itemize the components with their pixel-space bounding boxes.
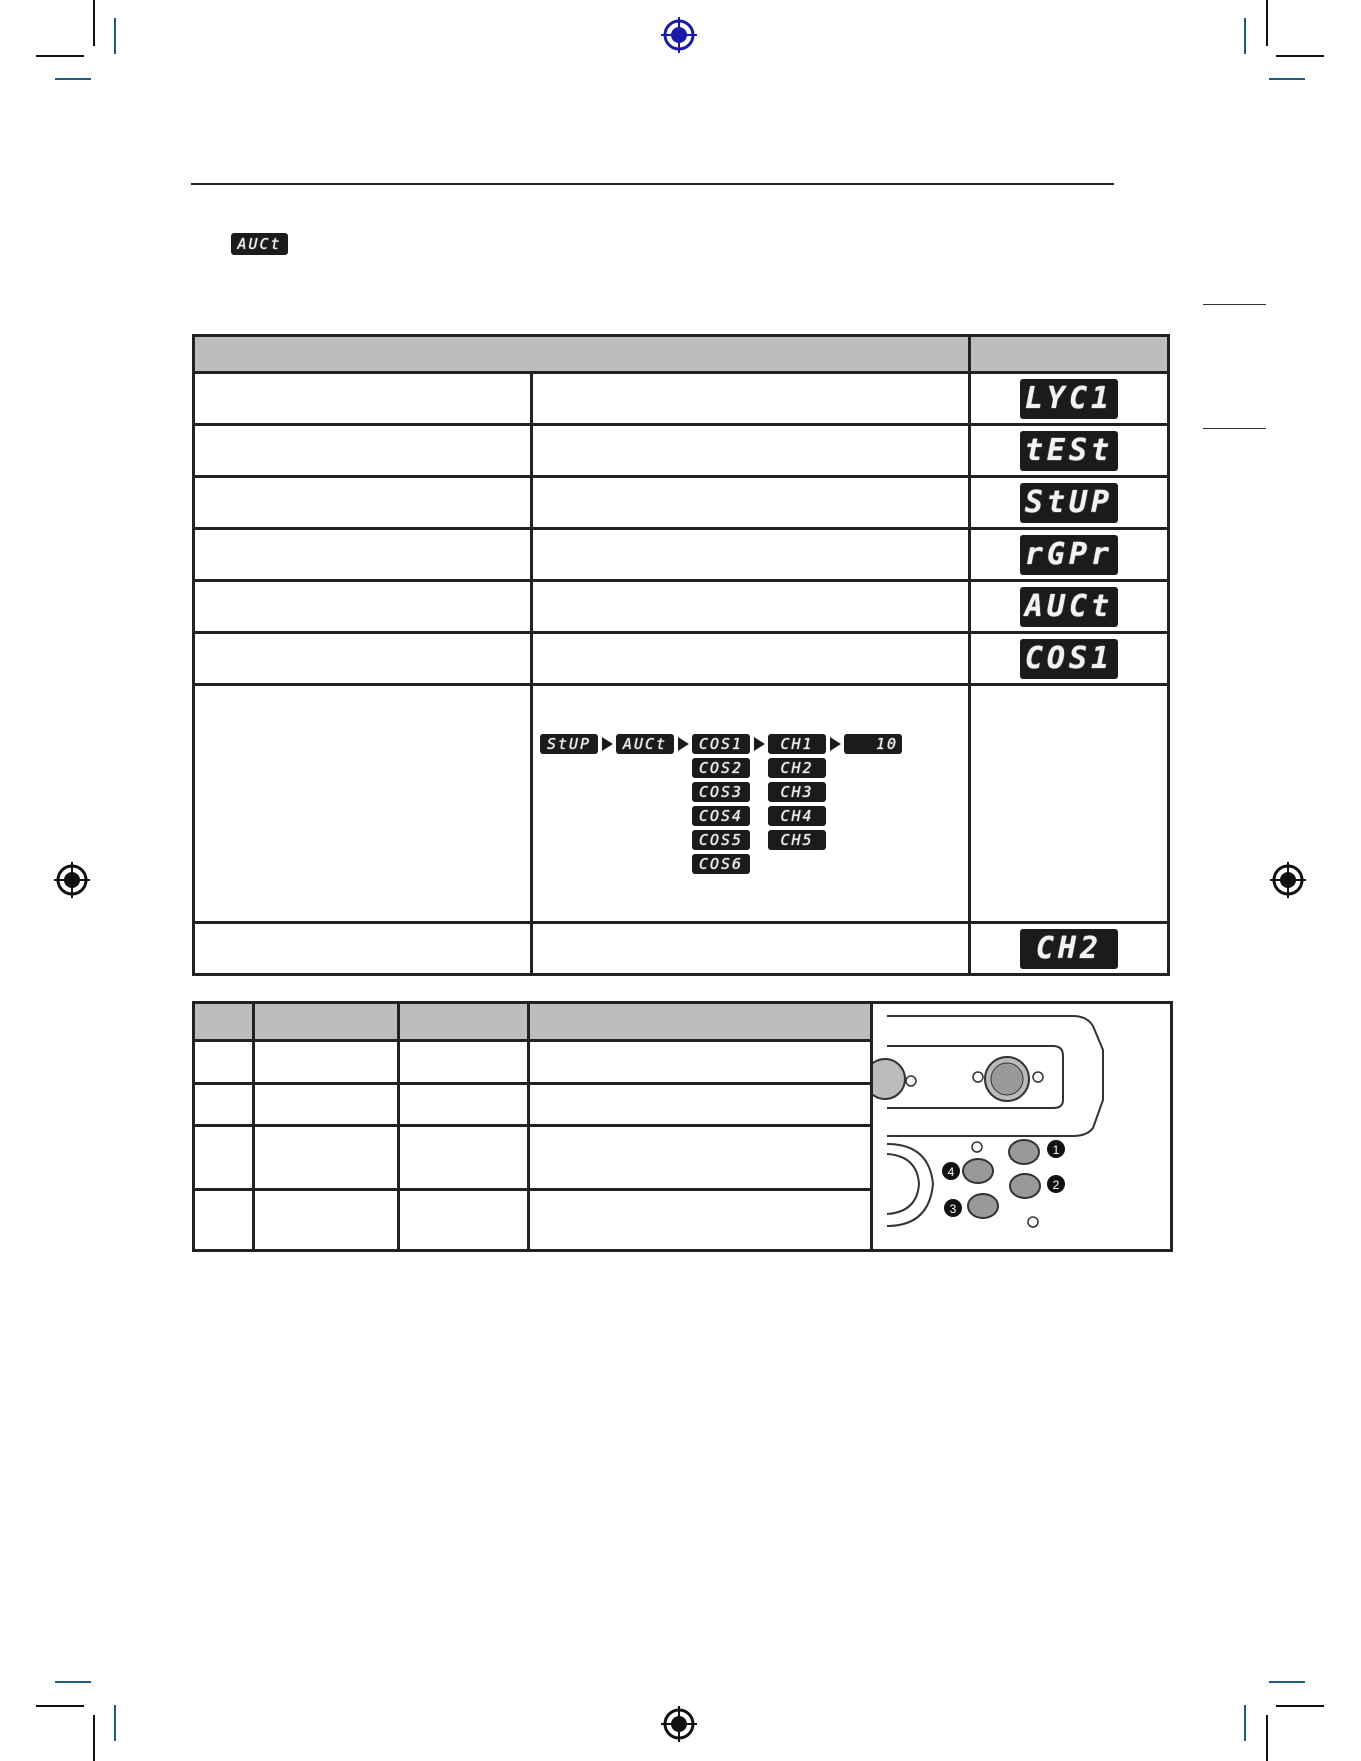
seq-cos-item: COS3	[692, 782, 750, 802]
led-display-ch2: CH2	[1020, 929, 1118, 969]
seq-step-auct: AUCt	[616, 734, 674, 754]
row-display	[970, 923, 1169, 975]
buttons-header-col3	[399, 1003, 529, 1041]
registration-target-left-icon	[54, 862, 90, 898]
crop-mark-bl-v	[93, 1715, 95, 1761]
led-display-test: tESt	[1020, 431, 1118, 471]
buttons-header-col2	[254, 1003, 399, 1041]
seq-ch-item: CH1	[768, 734, 826, 754]
row-display	[970, 529, 1169, 581]
crop-mark-tr-v	[1266, 0, 1268, 46]
row-desc	[532, 633, 970, 685]
registration-target-right-icon	[1270, 862, 1306, 898]
control-panel-illustration	[872, 1003, 1172, 1251]
crop-mark-tr-h-blue	[1269, 78, 1305, 80]
header-led-icon	[231, 233, 288, 255]
menu-table-header-row	[194, 336, 1169, 373]
row-desc	[532, 425, 970, 477]
cell	[399, 1083, 529, 1126]
led-display-setup: StUP	[1020, 483, 1118, 523]
led-display-rgpr: rGPr	[1020, 535, 1118, 575]
row-name	[194, 373, 532, 425]
menu-table-header-display	[970, 336, 1169, 373]
control-panel-drawing-icon	[873, 1004, 1167, 1244]
cell	[194, 1040, 254, 1083]
row-name	[194, 425, 532, 477]
row-name	[194, 923, 532, 975]
side-tab-rule-bottom	[1203, 428, 1266, 429]
button-number-2: 2	[1052, 1178, 1060, 1192]
crop-mark-tr-v-blue	[1244, 18, 1246, 54]
button-number-1: 1	[1052, 1143, 1060, 1157]
crop-mark-tl-h-blue	[55, 78, 91, 80]
cell	[399, 1126, 529, 1189]
row-desc	[532, 529, 970, 581]
side-tab-rule-top	[1203, 304, 1266, 305]
row-desc	[532, 581, 970, 633]
row-display	[970, 425, 1169, 477]
cell	[399, 1040, 529, 1083]
buttons-header-col1	[194, 1003, 254, 1041]
row-desc	[532, 923, 970, 975]
button-number-4: 4	[947, 1165, 955, 1179]
table-row	[194, 477, 1169, 529]
row-name	[194, 477, 532, 529]
cell	[399, 1189, 529, 1250]
sequence-row-display	[970, 685, 1169, 923]
led-display-lyc1: LYC1	[1020, 379, 1118, 419]
cell	[529, 1040, 872, 1083]
cell	[194, 1189, 254, 1250]
crop-mark-tl-v-blue	[114, 18, 116, 54]
row-display	[970, 633, 1169, 685]
row-desc	[532, 477, 970, 529]
seq-cos-item: COS4	[692, 806, 750, 826]
row-display	[970, 373, 1169, 425]
table-row	[194, 581, 1169, 633]
led-display-cos1: COS1	[1020, 639, 1118, 679]
table-row-sequence	[194, 685, 1169, 923]
seq-ch-item: CH4	[768, 806, 826, 826]
sequence-row-name	[194, 685, 532, 923]
cell	[254, 1040, 399, 1083]
row-desc	[532, 373, 970, 425]
seq-arrow-icon	[830, 737, 841, 751]
crop-mark-tl-v	[93, 0, 95, 46]
cell	[254, 1083, 399, 1126]
seq-step-setup: StUP	[540, 734, 598, 754]
crop-mark-bl-h	[36, 1705, 84, 1707]
buttons-table	[192, 1001, 1173, 1252]
seq-cos-item: COS1	[692, 734, 750, 754]
menu-table-header-description	[194, 336, 970, 373]
seq-cos-item: COS2	[692, 758, 750, 778]
cell	[194, 1126, 254, 1189]
crop-mark-tr-h	[1276, 55, 1324, 57]
registration-target-top-icon	[661, 17, 697, 53]
buttons-table-header-row	[194, 1003, 1172, 1041]
crop-mark-br-h-blue	[1269, 1681, 1305, 1683]
menu-sequence-diagram	[540, 734, 960, 874]
crop-mark-br-v	[1266, 1715, 1268, 1761]
cell	[529, 1126, 872, 1189]
row-display	[970, 477, 1169, 529]
table-row	[194, 373, 1169, 425]
menu-table	[192, 334, 1170, 976]
seq-ch-item: CH2	[768, 758, 826, 778]
row-name	[194, 581, 532, 633]
table-row	[194, 923, 1169, 975]
crop-mark-bl-h-blue	[55, 1681, 91, 1683]
header-rule	[191, 183, 1114, 185]
seq-arrow-icon	[754, 737, 765, 751]
crop-mark-br-v-blue	[1244, 1705, 1246, 1741]
header-led-text: AUCt	[237, 235, 282, 253]
button-number-3: 3	[949, 1202, 957, 1216]
table-row	[194, 633, 1169, 685]
cell	[254, 1126, 399, 1189]
crop-mark-tl-h	[36, 55, 84, 57]
cell	[254, 1189, 399, 1250]
seq-ch-item: CH5	[768, 830, 826, 850]
seq-cos-item: COS5	[692, 830, 750, 850]
table-row	[194, 529, 1169, 581]
crop-mark-bl-v-blue	[114, 1705, 116, 1741]
seq-arrow-icon	[678, 737, 689, 751]
row-display	[970, 581, 1169, 633]
led-display-auct: AUCt	[1020, 587, 1118, 627]
buttons-header-col4	[529, 1003, 872, 1041]
row-name	[194, 529, 532, 581]
table-row	[194, 425, 1169, 477]
crop-mark-br-h	[1276, 1705, 1324, 1707]
row-name	[194, 633, 532, 685]
cell	[529, 1083, 872, 1126]
seq-value: 10	[844, 734, 902, 754]
sequence-cell	[532, 685, 970, 923]
seq-arrow-icon	[602, 737, 613, 751]
seq-cos-item: COS6	[692, 854, 750, 874]
seq-ch-item: CH3	[768, 782, 826, 802]
cell	[194, 1083, 254, 1126]
cell	[529, 1189, 872, 1250]
registration-target-bottom-icon	[661, 1706, 697, 1742]
